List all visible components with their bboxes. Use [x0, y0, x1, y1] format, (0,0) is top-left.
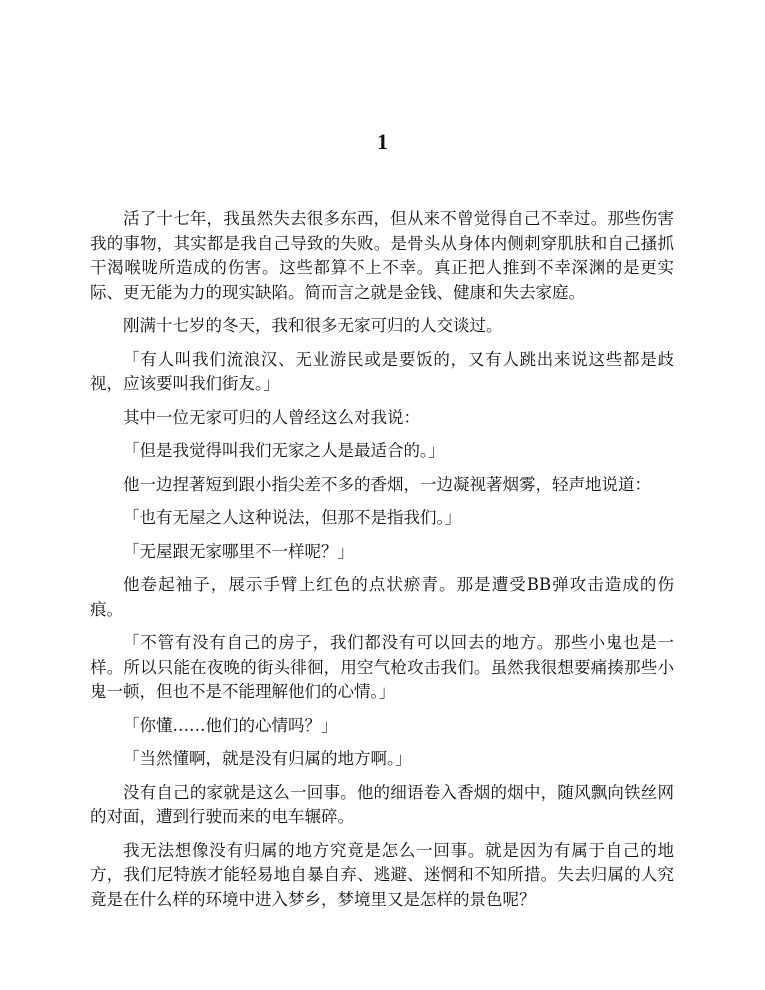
paragraph: 活了十七年，我虽然失去很多东西，但从来不曾觉得自己不幸过。那些伤害我的事物，其实都是我自己导致的失败。是骨头从身体内侧刺穿肌肤和自己搔抓干渴喉咙所造成的伤害。这些都算不上不幸。真正把人推到不幸深渊的是更实际、更无能为力的现实缺陷。简而言之就是金钱、健康和失去家庭。: [90, 209, 674, 302]
paragraph: 我无法想像没有归属的地方究竟是怎么一回事。就是因为有属于自己的地方，我们尼特族才能轻易地自暴自弃、逃避、迷惘和不知所措。失去归属的人究竟是在什么样的环境中进入梦乡，梦境里又是怎样的景色呢？: [90, 840, 674, 909]
paragraph: 「不管有没有自己的房子，我们都没有可以回去的地方。那些小鬼也是一样。所以只能在夜晚的街头徘徊，用空气枪攻击我们。虽然我很想要痛揍那些小鬼一顿，但也不是不能理解他们的心情。」: [90, 633, 674, 701]
paragraph: 「你懂……他们的心情吗？」: [123, 715, 338, 735]
paragraph: 「也有无屋之人这种说法，但那不是指我们。」: [123, 508, 462, 527]
paragraph: 没有自己的家就是这么一回事。他的细语卷入香烟的烟中，随风飘向铁丝网的对面，遭到行驶而来的电车辗碎。: [90, 782, 674, 826]
paragraph: 「有人叫我们流浪汉、无业游民或是要饭的，又有人跳出来说这些都是歧视，应该要叫我们街友。」: [90, 349, 674, 393]
body-text: [90, 207, 674, 921]
paragraph: 他卷起袖子，展示手臂上红色的点状瘀青。那是遭受BB弹攻击造成的伤痕。: [90, 575, 674, 619]
paragraph: 「当然懂啊，就是没有归属的地方啊。」: [123, 749, 412, 768]
chapter-number: 1: [377, 129, 388, 154]
paragraph: 其中一位无家可归的人曾经这么对我说：: [123, 407, 420, 427]
paragraph: 刚满十七岁的冬天，我和很多无家可归的人交谈过。: [123, 316, 503, 335]
paragraph: 「但是我觉得叫我们无家之人是最适合的。」: [123, 441, 445, 460]
paragraph: 「无屋跟无家哪里不一样呢？」: [123, 541, 354, 561]
paragraph: 他一边捏著短到跟小指尖差不多的香烟，一边凝视著烟雾，轻声地说道：: [123, 474, 651, 494]
